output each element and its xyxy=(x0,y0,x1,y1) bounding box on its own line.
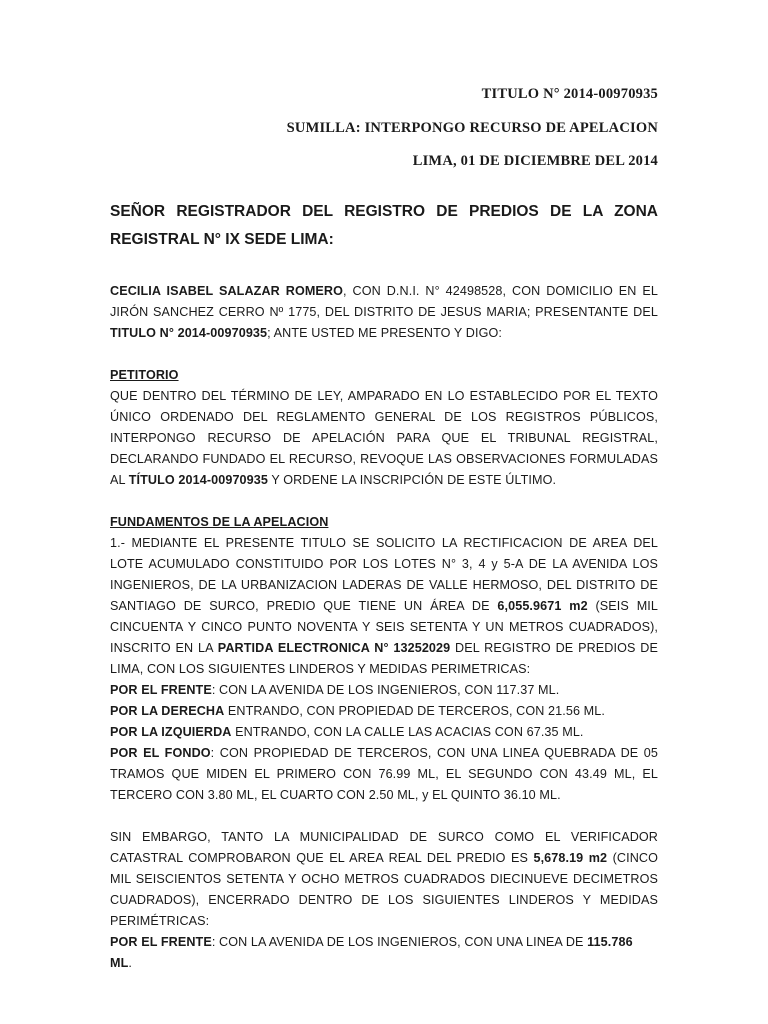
lindero-izquierda: POR LA IZQUIERDA ENTRANDO, CON LA CALLE LAS ACACIAS CON 67.35 ML. xyxy=(110,725,584,739)
lindero-frente-real: POR EL FRENTE: CON LA AVENIDA DE LOS INGENIEROS, CON UNA LINEA DE 115.786 ML. xyxy=(110,935,633,970)
titulo-header: TITULO N° 2014-00970935 xyxy=(481,86,658,102)
lindero-derecha: POR LA DERECHA ENTRANDO, CON PROPIEDAD DE TERCEROS, CON 21.56 ML. xyxy=(110,704,605,718)
fundamento-1-paragraph: 1.- MEDIANTE EL PRESENTE TITULO SE SOLICITO LA RECTIFICACION DE AREA DEL LOTE ACUMULADO CONSTITUIDO POR LOS LOTES N° 3, 4 y 5-A DE LA AVENIDA LOS INGENIEROS, DE LA URBANIZACION LADERAS DE VALLE HERMOSO, DEL DISTRITO DE SANTIAGO DE SURCO, PREDIO QUE TIENE UN ÁREA DE 6,055.9671 m2 (SEIS MIL CINCUENTA Y CINCO PUNTO NOVENTA Y SEIS SETENTA Y UN METROS CUADRADOS), INSCRITO EN LA PARTIDA ELECTRONICA N° 13252029 DEL REGISTRO DE PREDIOS DE LIMA, CON LOS SIGUIENTES LINDEROS Y MEDIDAS PERIMETRICAS: xyxy=(110,536,658,676)
presenter-name: CECILIA ISABEL SALAZAR ROMERO xyxy=(110,284,344,298)
titulo-ref: TITULO N° 2014-00970935 xyxy=(110,326,268,340)
lindero-frente: POR EL FRENTE: CON LA AVENIDA DE LOS INGENIEROS, CON 117.37 ML. xyxy=(110,683,560,697)
partida-ref: PARTIDA ELECTRONICA N° 13252029 xyxy=(217,641,451,655)
area-value: 6,055.9671 m2 xyxy=(497,599,588,613)
sumilla-header: SUMILLA: INTERPONGO RECURSO DE APELACION xyxy=(286,120,658,136)
date-header: LIMA, 01 DE DICIEMBRE DEL 2014 xyxy=(412,153,658,169)
titulo-ref: TÍTULO 2014-00970935 xyxy=(128,473,268,487)
petitorio-heading: PETITORIO xyxy=(110,368,179,382)
document-body xyxy=(110,281,658,974)
area-real-value: 5,678.19 m2 xyxy=(533,851,608,865)
fundamento-2-paragraph: SIN EMBARGO, TANTO LA MUNICIPALIDAD DE SURCO COMO EL VERIFICADOR CATASTRAL COMPROBARON QUE EL AREA REAL DEL PREDIO ES 5,678.19 m2 (CINCO MIL SEISCIENTOS SETENTA Y OCHO METROS CUADRADOS DIECINUEVE DECIMETROS CUADRADOS), ENCERRADO DENTRO DE LOS SIGUIENTES LINDEROS Y MEDIDAS PERIMÉTRICAS: xyxy=(110,830,658,928)
petitorio-paragraph: QUE DENTRO DEL TÉRMINO DE LEY, AMPARADO EN LO ESTABLECIDO POR EL TEXTO ÚNICO ORDENADO DEL REGLAMENTO GENERAL DE LOS REGISTROS PÚBLICOS, INTERPONGO RECURSO DE APELACIÓN PARA QUE EL TRIBUNAL REGISTRAL, DECLARANDO FUNDADO EL RECURSO, REVOQUE LAS OBSERVACIONES FORMULADAS AL TÍTULO 2014-00970935 Y ORDENE LA INSCRIPCIÓN DE ESTE ÚLTIMO. xyxy=(110,389,658,487)
fundamentos-heading: FUNDAMENTOS DE LA APELACION xyxy=(110,515,329,529)
addressee: SEÑOR REGISTRADOR DEL REGISTRO DE PREDIOS DE LA ZONA REGISTRAL N° IX SEDE LIMA: xyxy=(110,203,658,248)
intro-paragraph: CECILIA ISABEL SALAZAR ROMERO, CON D.N.I. N° 42498528, CON DOMICILIO EN EL JIRÓN SANCHEZ CERRO Nº 1775, DEL DISTRITO DE JESUS MARIA; PRESENTANTE DEL TITULO N° 2014-00970935; ANTE USTED ME PRESENTO Y DIGO: xyxy=(110,284,658,340)
lindero-fondo: POR EL FONDO: CON PROPIEDAD DE TERCEROS, CON UNA LINEA QUEBRADA DE 05 TRAMOS QUE MIDEN EL PRIMERO CON 76.99 ML, EL SEGUNDO CON 43.49 ML, EL TERCERO CON 3.80 ML, EL CUARTO CON 2.50 ML, y EL QUINTO 36.10 ML. xyxy=(110,746,658,802)
